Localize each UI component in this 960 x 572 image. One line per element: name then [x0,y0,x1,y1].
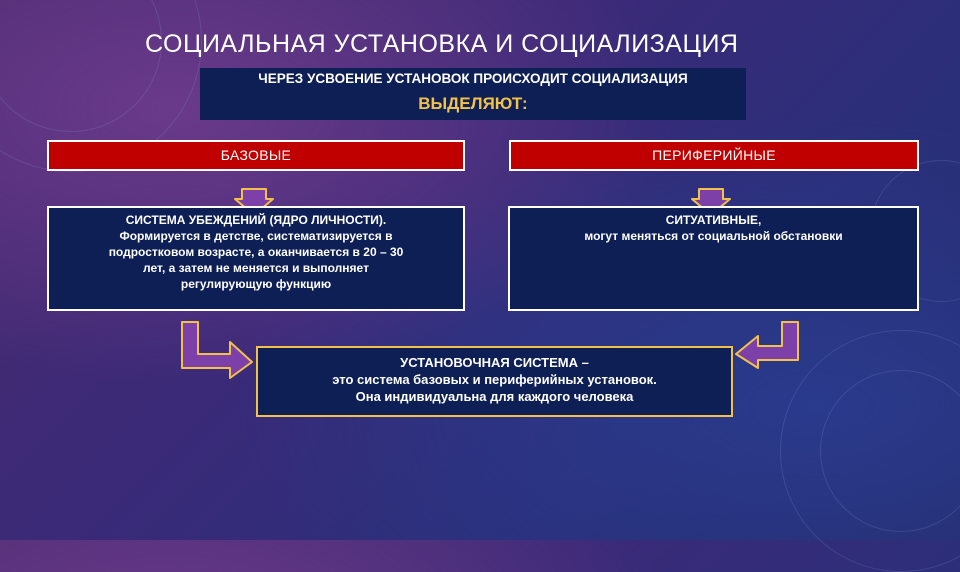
curved-arrow-icon [732,318,802,370]
description-base-line: СИСТЕМА УБЕЖДЕНИЙ (ЯДРО ЛИЧНОСТИ). [125,213,387,227]
header-box [200,68,746,120]
summary-line: Она индивидуальна для каждого человека [355,389,634,404]
description-base-line: подростковом возрасте, а оканчивается в 20 – 30 [108,245,404,259]
description-base-line: Формируется в детстве, систематизируется в [119,229,393,243]
summary-box [256,346,733,417]
header-statement: ЧЕРЕЗ УСВОЕНИЕ УСТАНОВОК ПРОИСХОДИТ СОЦИАЛИЗАЦИЯ [258,71,688,86]
description-base-line: регулирующую функцию [180,277,332,291]
header-subtitle: ВЫДЕЛЯЮТ: [418,94,528,113]
curved-arrow-icon [178,318,256,380]
description-peripheral-line: могут меняться от социальной обстановки [584,229,843,243]
description-base-line: лет, а затем не меняется и выполняет [143,261,369,275]
description-peripheral [508,206,919,311]
summary-title: УСТАНОВОЧНАЯ СИСТЕМА – [400,355,589,370]
description-base [47,206,465,311]
slide-title: СОЦИАЛЬНАЯ УСТАНОВКА И СОЦИАЛИЗАЦИЯ [145,30,739,58]
category-base: БАЗОВЫЕ [47,140,465,171]
summary-line: это система базовых и периферийных установок. [332,372,657,387]
description-peripheral-line: СИТУАТИВНЫЕ, [665,213,762,227]
category-peripheral: ПЕРИФЕРИЙНЫЕ [509,140,919,171]
